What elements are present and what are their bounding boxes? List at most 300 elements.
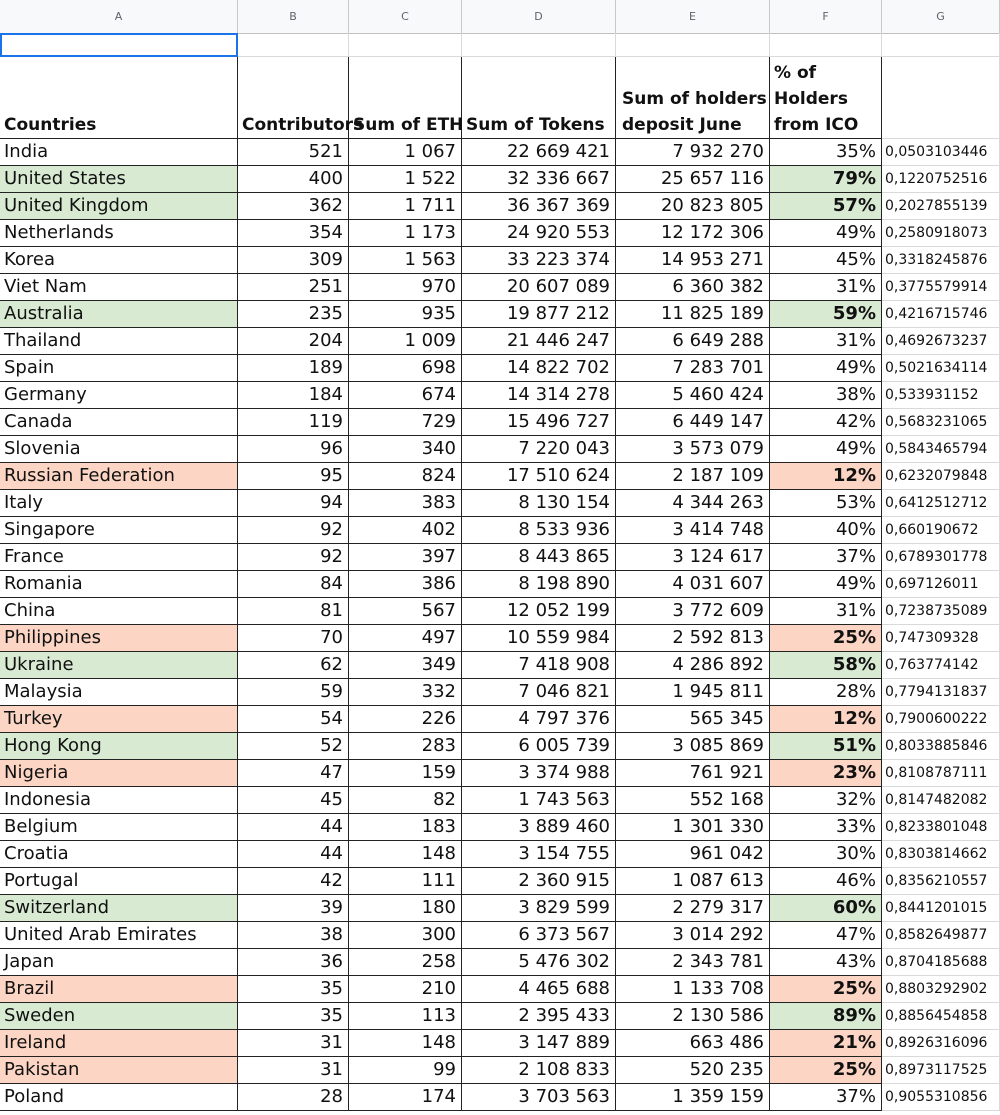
holders-cell[interactable]: 961 042 <box>616 841 770 868</box>
holders-cell[interactable]: 1 133 708 <box>616 976 770 1003</box>
ratio-cell[interactable]: 0,0503103446 <box>882 139 1000 166</box>
contributors-cell[interactable]: 521 <box>238 139 349 166</box>
tokens-cell[interactable]: 14 822 702 <box>462 355 616 382</box>
contributors-cell[interactable]: 92 <box>238 544 349 571</box>
cell[interactable] <box>616 33 770 57</box>
cell[interactable] <box>238 33 349 57</box>
column-header-a[interactable]: A <box>0 0 238 33</box>
country-cell[interactable]: Canada <box>0 409 238 436</box>
pct-cell[interactable]: 46% <box>770 868 882 895</box>
pct-cell[interactable]: 60% <box>770 895 882 922</box>
pct-cell[interactable]: 32% <box>770 787 882 814</box>
tokens-cell[interactable]: 7 220 043 <box>462 436 616 463</box>
table-row <box>0 706 1000 733</box>
column-header-f[interactable]: F <box>770 0 882 33</box>
tokens-cell[interactable]: 1 743 563 <box>462 787 616 814</box>
eth-cell[interactable]: 402 <box>349 517 462 544</box>
country-cell[interactable]: Slovenia <box>0 436 238 463</box>
cell[interactable] <box>349 33 462 57</box>
ratio-cell[interactable]: 0,8582649877 <box>882 922 1000 949</box>
country-cell[interactable]: Australia <box>0 301 238 328</box>
ratio-cell[interactable]: 0,5843465794 <box>882 436 1000 463</box>
holders-cell[interactable]: 4 344 263 <box>616 490 770 517</box>
tokens-cell[interactable]: 36 367 369 <box>462 193 616 220</box>
tokens-cell[interactable]: 8 130 154 <box>462 490 616 517</box>
country-cell[interactable]: Viet Nam <box>0 274 238 301</box>
table-row <box>0 868 1000 895</box>
holders-cell[interactable]: 4 286 892 <box>616 652 770 679</box>
holders-cell[interactable]: 3 085 869 <box>616 733 770 760</box>
ratio-cell[interactable]: 0,8356210557 <box>882 868 1000 895</box>
cell[interactable] <box>770 33 882 57</box>
country-cell[interactable]: Turkey <box>0 706 238 733</box>
table-row <box>0 841 1000 868</box>
contributors-cell[interactable]: 36 <box>238 949 349 976</box>
contributors-cell[interactable]: 81 <box>238 598 349 625</box>
header-pct-holders[interactable] <box>770 57 882 139</box>
country-cell[interactable]: Germany <box>0 382 238 409</box>
country-cell[interactable]: United Arab Emirates <box>0 922 238 949</box>
tokens-cell[interactable]: 8 198 890 <box>462 571 616 598</box>
ratio-cell[interactable]: 0,8973117525 <box>882 1057 1000 1084</box>
pct-cell[interactable]: 35% <box>770 139 882 166</box>
header-sum-eth[interactable]: Sum of ETH <box>349 57 462 139</box>
ratio-cell[interactable]: 0,9055310856 <box>882 1084 1000 1111</box>
tokens-cell[interactable]: 20 607 089 <box>462 274 616 301</box>
contributors-cell[interactable]: 119 <box>238 409 349 436</box>
eth-cell[interactable]: 174 <box>349 1084 462 1111</box>
eth-cell[interactable]: 1 711 <box>349 193 462 220</box>
eth-cell[interactable]: 698 <box>349 355 462 382</box>
tokens-cell[interactable]: 2 108 833 <box>462 1057 616 1084</box>
eth-cell[interactable]: 283 <box>349 733 462 760</box>
ratio-cell[interactable]: 0,6412512712 <box>882 490 1000 517</box>
ratio-cell[interactable]: 0,6232079848 <box>882 463 1000 490</box>
eth-cell[interactable]: 1 009 <box>349 328 462 355</box>
tokens-cell[interactable]: 3 154 755 <box>462 841 616 868</box>
country-cell[interactable]: Hong Kong <box>0 733 238 760</box>
header-row <box>0 57 1000 139</box>
contributors-cell[interactable]: 92 <box>238 517 349 544</box>
pct-cell[interactable]: 31% <box>770 328 882 355</box>
ratio-cell[interactable]: 0,8108787111 <box>882 760 1000 787</box>
pct-cell[interactable]: 49% <box>770 436 882 463</box>
header-sum-holders-text: Sum of holders deposit June <box>622 89 767 135</box>
tokens-cell[interactable]: 17 510 624 <box>462 463 616 490</box>
tokens-cell[interactable]: 6 373 567 <box>462 922 616 949</box>
eth-cell[interactable]: 386 <box>349 571 462 598</box>
tokens-cell[interactable]: 24 920 553 <box>462 220 616 247</box>
eth-cell[interactable]: 148 <box>349 1030 462 1057</box>
holders-cell[interactable]: 552 168 <box>616 787 770 814</box>
empty-row <box>0 33 1000 57</box>
contributors-cell[interactable]: 309 <box>238 247 349 274</box>
holders-cell[interactable]: 761 921 <box>616 760 770 787</box>
holders-cell[interactable]: 663 486 <box>616 1030 770 1057</box>
contributors-cell[interactable]: 189 <box>238 355 349 382</box>
pct-cell[interactable]: 49% <box>770 220 882 247</box>
table-row <box>0 463 1000 490</box>
contributors-cell[interactable]: 84 <box>238 571 349 598</box>
holders-cell[interactable]: 520 235 <box>616 1057 770 1084</box>
tokens-cell[interactable]: 33 223 374 <box>462 247 616 274</box>
contributors-cell[interactable]: 38 <box>238 922 349 949</box>
tokens-cell[interactable]: 4 797 376 <box>462 706 616 733</box>
eth-cell[interactable]: 1 067 <box>349 139 462 166</box>
column-header-g[interactable]: G <box>882 0 1000 33</box>
contributors-cell[interactable]: 354 <box>238 220 349 247</box>
country-cell[interactable]: Switzerland <box>0 895 238 922</box>
pct-cell[interactable]: 12% <box>770 463 882 490</box>
pct-cell[interactable]: 40% <box>770 517 882 544</box>
country-cell[interactable]: Philippines <box>0 625 238 652</box>
contributors-cell[interactable]: 52 <box>238 733 349 760</box>
tokens-cell[interactable]: 2 395 433 <box>462 1003 616 1030</box>
ratio-cell[interactable]: 0,2027855139 <box>882 193 1000 220</box>
eth-cell[interactable]: 674 <box>349 382 462 409</box>
eth-cell[interactable]: 183 <box>349 814 462 841</box>
tokens-cell[interactable]: 3 147 889 <box>462 1030 616 1057</box>
ratio-cell[interactable]: 0,660190672 <box>882 517 1000 544</box>
eth-cell[interactable]: 497 <box>349 625 462 652</box>
tokens-cell[interactable]: 5 476 302 <box>462 949 616 976</box>
contributors-cell[interactable]: 44 <box>238 841 349 868</box>
table-row <box>0 544 1000 571</box>
country-cell[interactable]: Singapore <box>0 517 238 544</box>
pct-cell[interactable]: 31% <box>770 274 882 301</box>
country-cell[interactable]: China <box>0 598 238 625</box>
contributors-cell[interactable]: 44 <box>238 814 349 841</box>
ratio-cell[interactable]: 0,763774142 <box>882 652 1000 679</box>
table-row <box>0 382 1000 409</box>
eth-cell[interactable]: 340 <box>349 436 462 463</box>
pct-cell[interactable]: 30% <box>770 841 882 868</box>
table-row <box>0 733 1000 760</box>
ratio-cell[interactable]: 0,747309328 <box>882 625 1000 652</box>
tokens-cell[interactable]: 10 559 984 <box>462 625 616 652</box>
eth-cell[interactable]: 180 <box>349 895 462 922</box>
eth-cell[interactable]: 210 <box>349 976 462 1003</box>
column-header-bar <box>0 0 1000 34</box>
country-cell[interactable]: Romania <box>0 571 238 598</box>
pct-cell[interactable]: 25% <box>770 1057 882 1084</box>
table-row <box>0 652 1000 679</box>
eth-cell[interactable]: 970 <box>349 274 462 301</box>
holders-cell[interactable]: 3 414 748 <box>616 517 770 544</box>
eth-cell[interactable]: 159 <box>349 760 462 787</box>
holders-cell[interactable]: 3 772 609 <box>616 598 770 625</box>
contributors-cell[interactable]: 235 <box>238 301 349 328</box>
table-row <box>0 679 1000 706</box>
tokens-cell[interactable]: 3 889 460 <box>462 814 616 841</box>
tokens-cell[interactable]: 32 336 667 <box>462 166 616 193</box>
contributors-cell[interactable]: 96 <box>238 436 349 463</box>
country-cell[interactable]: Netherlands <box>0 220 238 247</box>
holders-cell[interactable]: 6 649 288 <box>616 328 770 355</box>
ratio-cell[interactable]: 0,4216715746 <box>882 301 1000 328</box>
country-cell[interactable]: Indonesia <box>0 787 238 814</box>
table-row <box>0 625 1000 652</box>
country-cell[interactable]: Spain <box>0 355 238 382</box>
column-header-b[interactable]: B <box>238 0 349 33</box>
holders-cell[interactable]: 2 343 781 <box>616 949 770 976</box>
ratio-cell[interactable]: 0,8803292902 <box>882 976 1000 1003</box>
holders-cell[interactable]: 3 014 292 <box>616 922 770 949</box>
pct-cell[interactable]: 38% <box>770 382 882 409</box>
pct-cell[interactable]: 43% <box>770 949 882 976</box>
pct-cell[interactable]: 25% <box>770 625 882 652</box>
contributors-cell[interactable]: 204 <box>238 328 349 355</box>
eth-cell[interactable]: 729 <box>349 409 462 436</box>
holders-cell[interactable]: 1 359 159 <box>616 1084 770 1111</box>
pct-cell[interactable]: 37% <box>770 544 882 571</box>
contributors-cell[interactable]: 35 <box>238 1003 349 1030</box>
header-countries[interactable]: Countries <box>0 57 238 139</box>
tokens-cell[interactable]: 7 418 908 <box>462 652 616 679</box>
ratio-cell[interactable]: 0,8926316096 <box>882 1030 1000 1057</box>
ratio-cell[interactable]: 0,3775579914 <box>882 274 1000 301</box>
eth-cell[interactable]: 82 <box>349 787 462 814</box>
table-row <box>0 301 1000 328</box>
pct-cell[interactable]: 21% <box>770 1030 882 1057</box>
ratio-cell[interactable]: 0,8441201015 <box>882 895 1000 922</box>
ratio-cell[interactable]: 0,5021634114 <box>882 355 1000 382</box>
eth-cell[interactable]: 935 <box>349 301 462 328</box>
selected-cell-a1[interactable] <box>0 33 238 57</box>
pct-cell[interactable]: 33% <box>770 814 882 841</box>
column-header-e[interactable]: E <box>616 0 770 33</box>
tokens-cell[interactable]: 4 465 688 <box>462 976 616 1003</box>
country-cell[interactable]: Japan <box>0 949 238 976</box>
contributors-cell[interactable]: 95 <box>238 463 349 490</box>
country-cell[interactable]: Italy <box>0 490 238 517</box>
contributors-cell[interactable]: 59 <box>238 679 349 706</box>
country-cell[interactable]: Brazil <box>0 976 238 1003</box>
eth-cell[interactable]: 383 <box>349 490 462 517</box>
contributors-cell[interactable]: 47 <box>238 760 349 787</box>
pct-cell[interactable]: 59% <box>770 301 882 328</box>
ratio-cell[interactable]: 0,8704185688 <box>882 949 1000 976</box>
ratio-cell[interactable]: 0,3318245876 <box>882 247 1000 274</box>
country-cell[interactable]: Ireland <box>0 1030 238 1057</box>
ratio-cell[interactable]: 0,7238735089 <box>882 598 1000 625</box>
tokens-cell[interactable]: 6 005 739 <box>462 733 616 760</box>
cell[interactable] <box>882 57 1000 139</box>
pct-cell[interactable]: 49% <box>770 571 882 598</box>
ratio-cell[interactable]: 0,7794131837 <box>882 679 1000 706</box>
country-cell[interactable]: Russian Federation <box>0 463 238 490</box>
contributors-cell[interactable]: 362 <box>238 193 349 220</box>
tokens-cell[interactable]: 3 374 988 <box>462 760 616 787</box>
pct-cell[interactable]: 57% <box>770 193 882 220</box>
tokens-cell[interactable]: 21 446 247 <box>462 328 616 355</box>
holders-cell[interactable]: 2 187 109 <box>616 463 770 490</box>
cell[interactable] <box>882 33 1000 57</box>
table-row <box>0 1057 1000 1084</box>
ratio-cell[interactable]: 0,1220752516 <box>882 166 1000 193</box>
ratio-cell[interactable]: 0,6789301778 <box>882 544 1000 571</box>
holders-cell[interactable]: 2 130 586 <box>616 1003 770 1030</box>
contributors-cell[interactable]: 35 <box>238 976 349 1003</box>
table-row <box>0 166 1000 193</box>
holders-cell[interactable]: 25 657 116 <box>616 166 770 193</box>
table-row <box>0 787 1000 814</box>
table-row <box>0 328 1000 355</box>
eth-cell[interactable]: 824 <box>349 463 462 490</box>
contributors-cell[interactable]: 251 <box>238 274 349 301</box>
tokens-cell[interactable]: 12 052 199 <box>462 598 616 625</box>
ratio-cell[interactable]: 0,8233801048 <box>882 814 1000 841</box>
cell[interactable] <box>462 33 616 57</box>
pct-cell[interactable]: 37% <box>770 1084 882 1111</box>
tokens-cell[interactable]: 14 314 278 <box>462 382 616 409</box>
tokens-cell[interactable]: 19 877 212 <box>462 301 616 328</box>
pct-cell[interactable]: 58% <box>770 652 882 679</box>
pct-cell[interactable]: 49% <box>770 355 882 382</box>
holders-cell[interactable]: 6 360 382 <box>616 274 770 301</box>
holders-cell[interactable]: 3 573 079 <box>616 436 770 463</box>
holders-cell[interactable]: 5 460 424 <box>616 382 770 409</box>
contributors-cell[interactable]: 31 <box>238 1030 349 1057</box>
ratio-cell[interactable]: 0,8147482082 <box>882 787 1000 814</box>
eth-cell[interactable]: 1 563 <box>349 247 462 274</box>
holders-cell[interactable]: 565 345 <box>616 706 770 733</box>
country-cell[interactable]: Sweden <box>0 1003 238 1030</box>
table-row <box>0 139 1000 166</box>
eth-cell[interactable]: 258 <box>349 949 462 976</box>
holders-cell[interactable]: 6 449 147 <box>616 409 770 436</box>
holders-cell[interactable]: 1 301 330 <box>616 814 770 841</box>
holders-cell[interactable]: 14 953 271 <box>616 247 770 274</box>
contributors-cell[interactable]: 42 <box>238 868 349 895</box>
header-pct-holders-text: % of Holders from ICO <box>774 63 859 135</box>
contributors-cell[interactable]: 94 <box>238 490 349 517</box>
pct-cell[interactable]: 23% <box>770 760 882 787</box>
table-row <box>0 922 1000 949</box>
eth-cell[interactable]: 567 <box>349 598 462 625</box>
contributors-cell[interactable]: 54 <box>238 706 349 733</box>
holders-cell[interactable]: 7 932 270 <box>616 139 770 166</box>
pct-cell[interactable]: 28% <box>770 679 882 706</box>
ratio-cell[interactable]: 0,8856454858 <box>882 1003 1000 1030</box>
eth-cell[interactable]: 1 522 <box>349 166 462 193</box>
holders-cell[interactable]: 3 124 617 <box>616 544 770 571</box>
country-cell[interactable]: Ukraine <box>0 652 238 679</box>
contributors-cell[interactable]: 70 <box>238 625 349 652</box>
holders-cell[interactable]: 2 279 317 <box>616 895 770 922</box>
country-cell[interactable]: India <box>0 139 238 166</box>
country-cell[interactable]: United States <box>0 166 238 193</box>
country-cell[interactable]: France <box>0 544 238 571</box>
country-cell[interactable]: Belgium <box>0 814 238 841</box>
holders-cell[interactable]: 11 825 189 <box>616 301 770 328</box>
header-sum-tokens[interactable]: Sum of Tokens <box>462 57 616 139</box>
eth-cell[interactable]: 1 173 <box>349 220 462 247</box>
country-cell[interactable]: Poland <box>0 1084 238 1111</box>
pct-cell[interactable]: 89% <box>770 1003 882 1030</box>
eth-cell[interactable]: 397 <box>349 544 462 571</box>
contributors-cell[interactable]: 31 <box>238 1057 349 1084</box>
ratio-cell[interactable]: 0,7900600222 <box>882 706 1000 733</box>
eth-cell[interactable]: 300 <box>349 922 462 949</box>
pct-cell[interactable]: 47% <box>770 922 882 949</box>
tokens-cell[interactable]: 8 533 936 <box>462 517 616 544</box>
country-cell[interactable]: Portugal <box>0 868 238 895</box>
ratio-cell[interactable]: 0,8033885846 <box>882 733 1000 760</box>
pct-cell[interactable]: 31% <box>770 598 882 625</box>
country-cell[interactable]: Pakistan <box>0 1057 238 1084</box>
tokens-cell[interactable]: 3 703 563 <box>462 1084 616 1111</box>
header-contributors[interactable]: Contributors <box>238 57 349 139</box>
ratio-cell[interactable]: 0,5683231065 <box>882 409 1000 436</box>
country-cell[interactable]: Korea <box>0 247 238 274</box>
column-header-d[interactable]: D <box>462 0 616 33</box>
eth-cell[interactable]: 349 <box>349 652 462 679</box>
tokens-cell[interactable]: 8 443 865 <box>462 544 616 571</box>
contributors-cell[interactable]: 400 <box>238 166 349 193</box>
contributors-cell[interactable]: 39 <box>238 895 349 922</box>
eth-cell[interactable]: 226 <box>349 706 462 733</box>
holders-cell[interactable]: 12 172 306 <box>616 220 770 247</box>
column-header-c[interactable]: C <box>349 0 462 33</box>
contributors-cell[interactable]: 45 <box>238 787 349 814</box>
pct-cell[interactable]: 51% <box>770 733 882 760</box>
holders-cell[interactable]: 7 283 701 <box>616 355 770 382</box>
header-sum-holders[interactable] <box>616 57 770 139</box>
table-row <box>0 409 1000 436</box>
contributors-cell[interactable]: 62 <box>238 652 349 679</box>
tokens-cell[interactable]: 2 360 915 <box>462 868 616 895</box>
country-cell[interactable]: United Kingdom <box>0 193 238 220</box>
tokens-cell[interactable]: 15 496 727 <box>462 409 616 436</box>
pct-cell[interactable]: 12% <box>770 706 882 733</box>
eth-cell[interactable]: 148 <box>349 841 462 868</box>
country-cell[interactable]: Malaysia <box>0 679 238 706</box>
holders-cell[interactable]: 1 087 613 <box>616 868 770 895</box>
eth-cell[interactable]: 99 <box>349 1057 462 1084</box>
contributors-cell[interactable]: 28 <box>238 1084 349 1111</box>
pct-cell[interactable]: 25% <box>770 976 882 1003</box>
holders-cell[interactable]: 2 592 813 <box>616 625 770 652</box>
table-row <box>0 1003 1000 1030</box>
ratio-cell[interactable]: 0,697126011 <box>882 571 1000 598</box>
pct-cell[interactable]: 53% <box>770 490 882 517</box>
holders-cell[interactable]: 4 031 607 <box>616 571 770 598</box>
country-cell[interactable]: Thailand <box>0 328 238 355</box>
table-row <box>0 490 1000 517</box>
eth-cell[interactable]: 111 <box>349 868 462 895</box>
contributors-cell[interactable]: 184 <box>238 382 349 409</box>
holders-cell[interactable]: 20 823 805 <box>616 193 770 220</box>
ratio-cell[interactable]: 0,2580918073 <box>882 220 1000 247</box>
eth-cell[interactable]: 113 <box>349 1003 462 1030</box>
ratio-cell[interactable]: 0,533931152 <box>882 382 1000 409</box>
tokens-cell[interactable]: 7 046 821 <box>462 679 616 706</box>
eth-cell[interactable]: 332 <box>349 679 462 706</box>
holders-cell[interactable]: 1 945 811 <box>616 679 770 706</box>
country-cell[interactable]: Nigeria <box>0 760 238 787</box>
pct-cell[interactable]: 45% <box>770 247 882 274</box>
country-cell[interactable]: Croatia <box>0 841 238 868</box>
pct-cell[interactable]: 79% <box>770 166 882 193</box>
table-row <box>0 436 1000 463</box>
table-row <box>0 976 1000 1003</box>
ratio-cell[interactable]: 0,8303814662 <box>882 841 1000 868</box>
ratio-cell[interactable]: 0,4692673237 <box>882 328 1000 355</box>
tokens-cell[interactable]: 3 829 599 <box>462 895 616 922</box>
tokens-cell[interactable]: 22 669 421 <box>462 139 616 166</box>
pct-cell[interactable]: 42% <box>770 409 882 436</box>
